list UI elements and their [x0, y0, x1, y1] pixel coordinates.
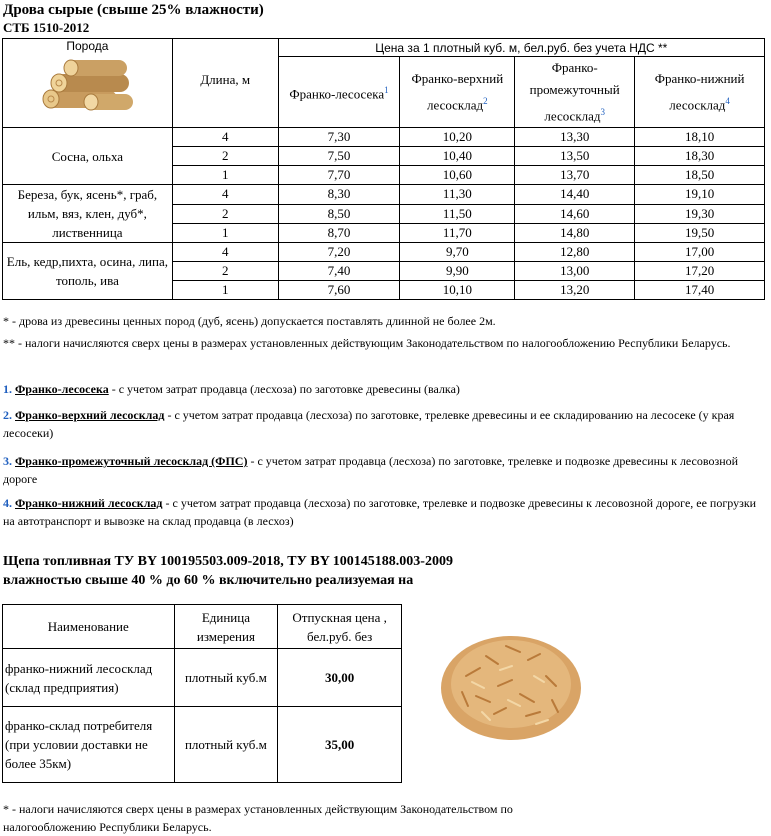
species-cell: Сосна, ольха: [3, 128, 173, 185]
definition-4: 4. Франко-нижний лесосклад - с учетом затрат продавца (лесхоза) по заготовке, трелевке и подвозке древесины к лесовозной дороге, ее погрузки на автотранспорт и вывозке на склад продавца (в лесхоз): [3, 496, 757, 528]
chips-title: Щепа топливная ТУ BY 100195503.009-2018, ТУ BY 100145188.003-2009 влажностью свыше 40 % до 60 % включительно реализуемая на: [3, 554, 453, 588]
note-double-star: ** - налоги начисляются сверх цены в размерах установленных действующим Законодательством по налогообложению Республики Беларусь.: [3, 336, 731, 350]
price-cell: 18,30: [635, 147, 765, 166]
col-header-1: Франко-лесосека$^1$: [278, 57, 400, 128]
species-header-cell: [3, 39, 173, 128]
definition-2: 2. Франко-верхний лесосклад - с учетом затрат продавца (лесхоза) по заготовке, трелевке древесины и ее складированию на лесосеке (у края лесосеки): [3, 408, 735, 440]
length-cell: 4: [172, 128, 278, 147]
length-cell: 4: [172, 185, 278, 204]
note-star: * - дрова из древесины ценных пород (дуб, ясень) допускается поставлять длинной не более 2м.: [3, 314, 496, 328]
price-cell: 11,30: [400, 185, 515, 204]
price-cell: 13,00: [515, 262, 635, 281]
chips-unit-header: Единица измерения: [174, 605, 278, 649]
definition-3: 3. Франко-промежуточный лесосклад (ФПС) - с учетом затрат продавца (лесхоза) по заготовке, трелевке и подвозке древесины к лесовозной дороге: [3, 454, 739, 486]
price-cell: 10,40: [400, 147, 515, 166]
length-cell: 1: [172, 281, 278, 300]
length-cell: 1: [172, 166, 278, 185]
price-cell: 10,60: [400, 166, 515, 185]
col-header-4: Франко-нижний лесосклад$^4$: [635, 57, 765, 128]
price-group-header: Цена за 1 плотный куб. м, бел.руб. без учета НДС **: [278, 39, 764, 57]
length-cell: 2: [172, 147, 278, 166]
price-cell: 8,30: [278, 185, 400, 204]
firewood-price-table: [2, 38, 765, 300]
price-cell: 7,40: [278, 262, 400, 281]
species-cell: Ель, кедр,пихта, осина, липа, тополь, ива: [3, 243, 173, 300]
chips-name-header: Наименование: [3, 605, 175, 649]
price-cell: 19,50: [635, 223, 765, 242]
species-cell: Береза, бук, ясень*, граб, ильм, вяз, клен, дуб*, лиственница: [3, 185, 173, 243]
chips-row-name: франко-нижний лесосклад (склад предприятия): [3, 649, 175, 707]
price-cell: 13,30: [515, 128, 635, 147]
chips-row-price: 30,00: [278, 649, 402, 707]
price-cell: 14,80: [515, 223, 635, 242]
length-cell: 1: [172, 223, 278, 242]
price-cell: 7,70: [278, 166, 400, 185]
firewood-title: Дрова сырые (свыше 25% влажности): [3, 2, 264, 18]
length-cell: 2: [172, 204, 278, 223]
price-cell: 13,50: [515, 147, 635, 166]
length-cell: 4: [172, 243, 278, 262]
price-cell: 19,10: [635, 185, 765, 204]
length-header: Длина, м: [172, 39, 278, 128]
price-cell: 9,90: [400, 262, 515, 281]
col-header-2: Франко-верхний лесосклад$^2$: [400, 57, 515, 128]
price-cell: 7,30: [278, 128, 400, 147]
price-cell: 18,10: [635, 128, 765, 147]
chips-row-unit: плотный куб.м: [174, 649, 278, 707]
definition-1: 1. Франко-лесосека - с учетом затрат продавца (лесхоза) по заготовке древесины (валка): [3, 382, 460, 396]
price-cell: 17,20: [635, 262, 765, 281]
price-cell: 13,20: [515, 281, 635, 300]
price-cell: 14,40: [515, 185, 635, 204]
price-cell: 9,70: [400, 243, 515, 262]
chips-row-price: 35,00: [278, 707, 402, 783]
chips-price-table: [2, 604, 402, 783]
chips-row-unit: плотный куб.м: [174, 707, 278, 783]
firewood-logs-icon: [37, 56, 137, 116]
species-header: Порода: [66, 39, 109, 53]
price-cell: 10,10: [400, 281, 515, 300]
price-cell: 10,20: [400, 128, 515, 147]
price-cell: 18,50: [635, 166, 765, 185]
firewood-standard: СТБ 1510-2012: [3, 20, 90, 35]
price-cell: 17,00: [635, 243, 765, 262]
price-cell: 11,50: [400, 204, 515, 223]
wood-chips-pile-icon: [436, 616, 586, 746]
length-cell: 2: [172, 262, 278, 281]
price-cell: 12,80: [515, 243, 635, 262]
price-cell: 8,70: [278, 223, 400, 242]
price-cell: 13,70: [515, 166, 635, 185]
col-header-3: Франко-промежуточный лесосклад$^3$: [515, 57, 635, 128]
price-cell: 7,20: [278, 243, 400, 262]
price-cell: 7,50: [278, 147, 400, 166]
price-cell: 14,60: [515, 204, 635, 223]
price-cell: 7,60: [278, 281, 400, 300]
price-cell: 8,50: [278, 204, 400, 223]
chips-price-header: Отпускная цена , бел.руб. без: [278, 605, 402, 649]
price-cell: 19,30: [635, 204, 765, 223]
chips-row-name: франко-склад потребителя (при условии доставки не более 35км): [3, 707, 175, 783]
price-cell: 17,40: [635, 281, 765, 300]
price-cell: 11,70: [400, 223, 515, 242]
chips-note: * - налоги начисляются сверх цены в размерах установленных действующим Законодательством по налогообложению Республики Беларусь.: [3, 802, 513, 834]
